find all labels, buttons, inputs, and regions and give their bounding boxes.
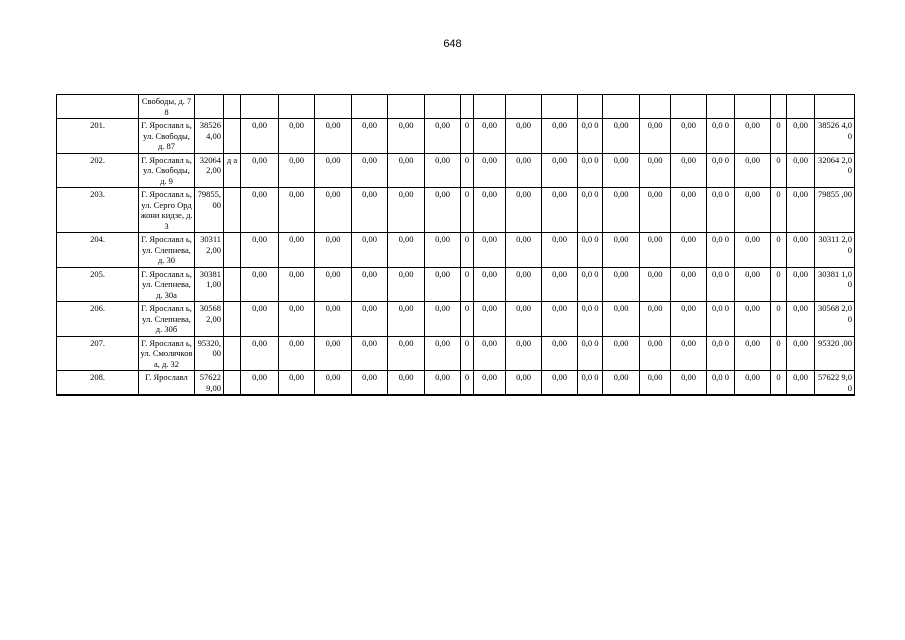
cell-num: 208.	[57, 371, 139, 396]
cell-value: 0	[461, 371, 474, 396]
cell-value: 0,0 0	[578, 371, 603, 396]
cell-value: 0,00	[542, 233, 578, 268]
cell-value: 0,00	[315, 302, 352, 337]
cell-value: 0,00	[640, 188, 671, 233]
cell-total: 30381 1,00	[195, 267, 224, 302]
cell-value: 0,00	[603, 336, 640, 371]
cell-address: Г. Ярославл ь, ул. Слепнева, д. 30	[139, 233, 195, 268]
cell-value: 0,00	[735, 188, 771, 233]
data-table	[56, 94, 855, 396]
cell-value: 0,00	[241, 371, 279, 396]
cell-address: Г. Ярославл ь, ул. Смолячков а, д. 32	[139, 336, 195, 371]
cell-value: 0	[461, 153, 474, 188]
cell-value: 0,00	[506, 153, 542, 188]
cell-value: 0,00	[671, 371, 707, 396]
cell-value: 0,00	[388, 336, 425, 371]
cell-total: 79855, 00	[195, 188, 224, 233]
cell-value: 0,00	[352, 188, 388, 233]
cell-value: 0,00	[279, 267, 315, 302]
cell-value: 0,00	[279, 233, 315, 268]
table-row-continuation	[57, 95, 855, 119]
cell-value: 0,00	[388, 302, 425, 337]
cell-value: 0,00	[352, 267, 388, 302]
table-row	[57, 267, 855, 302]
cell-total: 95320, 00	[195, 336, 224, 371]
table-row	[57, 119, 855, 154]
cell-value: 0,00	[542, 371, 578, 396]
cell-value: 0,00	[603, 119, 640, 154]
cell-value: 0,00	[388, 233, 425, 268]
cell-value: 0,00	[640, 153, 671, 188]
cell-flag	[224, 188, 241, 233]
cell-flag	[224, 302, 241, 337]
cell-value: 0,00	[474, 371, 506, 396]
cell-num: 206.	[57, 302, 139, 337]
cell-total: 32064 2,00	[195, 153, 224, 188]
cell-value: 0,00	[315, 188, 352, 233]
cell-end-total: 30381 1,00	[815, 267, 855, 302]
cell-value: 0,00	[506, 233, 542, 268]
cell-value: 0,00	[671, 233, 707, 268]
cell-value: 0,00	[425, 336, 461, 371]
cell-value: 0,00	[241, 302, 279, 337]
cell-value: 0,00	[279, 371, 315, 396]
cell-value: 0,00	[671, 336, 707, 371]
cell-value: 0,00	[241, 233, 279, 268]
cell-value: 0	[771, 188, 787, 233]
cell-num	[57, 95, 139, 119]
cell-value: 0,00	[388, 371, 425, 396]
cell-value: 0,00	[603, 371, 640, 396]
cell-value: 0,00	[352, 336, 388, 371]
cell-value: 0	[771, 267, 787, 302]
cell-value: 0,00	[474, 267, 506, 302]
cell-value: 0,00	[279, 119, 315, 154]
table-row	[57, 371, 855, 396]
cell-num: 205.	[57, 267, 139, 302]
cell-value: 0,0 0	[707, 188, 735, 233]
cell-value: 0,00	[474, 153, 506, 188]
cell-value: 0,0 0	[707, 371, 735, 396]
cell-total: 30568 2,00	[195, 302, 224, 337]
cell-value: 0,00	[425, 188, 461, 233]
cell-value: 0,00	[474, 188, 506, 233]
cell-value: 0,00	[671, 119, 707, 154]
cell-address: Г. Ярославл ь, ул. Свободы, д. 87	[139, 119, 195, 154]
cell-value: 0,00	[388, 188, 425, 233]
cell-address: Г. Ярославл	[139, 371, 195, 396]
cell-end-total: 30311 2,00	[815, 233, 855, 268]
cell-num: 204.	[57, 233, 139, 268]
cell-value: 0,0 0	[707, 336, 735, 371]
cell-value: 0,00	[474, 119, 506, 154]
cell-value: 0,0 0	[578, 153, 603, 188]
table-row	[57, 153, 855, 188]
cell-value: 0,0 0	[578, 188, 603, 233]
cell-value: 0,00	[506, 302, 542, 337]
cell-address: Г. Ярославл ь, ул. Слепнева, д. 30а	[139, 267, 195, 302]
table-row	[57, 336, 855, 371]
cell-flag	[224, 119, 241, 154]
cell-value: 0,00	[640, 233, 671, 268]
cell-value: 0,00	[603, 188, 640, 233]
cell-value: 0,00	[352, 119, 388, 154]
cell-value: 0,00	[787, 188, 815, 233]
cell-value: 0,00	[603, 233, 640, 268]
cell-value: 0,00	[315, 336, 352, 371]
cell-end-total: 32064 2,00	[815, 153, 855, 188]
cell-value: 0,00	[241, 336, 279, 371]
cell-value: 0,00	[388, 267, 425, 302]
cell-value: 0,00	[787, 336, 815, 371]
cell-value: 0,00	[425, 371, 461, 396]
cell-value: 0,00	[352, 302, 388, 337]
cell-address: Г. Ярославл ь, ул. Серго Орджони кидзе, д. 3	[140, 189, 193, 231]
cell-value: 0,0 0	[707, 233, 735, 268]
cell-num: 207.	[57, 336, 139, 371]
cell-value: 0	[771, 371, 787, 396]
cell-value: 0	[461, 233, 474, 268]
cell-value: 0,00	[542, 267, 578, 302]
cell-value: 0,00	[315, 267, 352, 302]
cell-total: 38526 4,00	[195, 119, 224, 154]
cell-value: 0,00	[425, 267, 461, 302]
cell-value: 0,0 0	[578, 267, 603, 302]
cell-value: 0,00	[640, 371, 671, 396]
cell-value: 0,00	[506, 371, 542, 396]
cell-address: Г. Ярославл ь, ул. Свободы, д. 9	[139, 153, 195, 188]
cell-value: 0,00	[735, 233, 771, 268]
cell-value: 0,00	[279, 153, 315, 188]
cell-address: Г. Ярославл ь, ул. Слепнева, д. 30б	[139, 302, 195, 337]
cell-value: 0,00	[352, 153, 388, 188]
cell-value: 0,00	[735, 336, 771, 371]
cell-value: 0,00	[787, 153, 815, 188]
cell-value: 0,00	[787, 371, 815, 396]
cell-value: 0	[771, 153, 787, 188]
cell-value: 0,00	[671, 188, 707, 233]
cell-value: 0,00	[640, 119, 671, 154]
cell-flag	[224, 371, 241, 396]
cell-value: 0,0 0	[707, 119, 735, 154]
cell-value: 0,00	[787, 119, 815, 154]
cell-value: 0,00	[640, 267, 671, 302]
cell-value: 0	[771, 233, 787, 268]
cell-flag	[224, 233, 241, 268]
cell-value: 0,0 0	[578, 119, 603, 154]
cell-value: 0,00	[735, 302, 771, 337]
cell-value: 0,00	[603, 267, 640, 302]
cell-end-total: 79855 ,00	[815, 188, 855, 233]
cell-value: 0,00	[315, 233, 352, 268]
cell-value: 0,0 0	[578, 233, 603, 268]
cell-value: 0,00	[388, 153, 425, 188]
cell-flag	[224, 267, 241, 302]
cell-value: 0,00	[474, 302, 506, 337]
cell-total: 30311 2,00	[195, 233, 224, 268]
cell-value: 0	[771, 302, 787, 337]
cell-value: 0	[461, 267, 474, 302]
cell-value: 0,00	[735, 119, 771, 154]
cell-value: 0,00	[506, 119, 542, 154]
cell-value: 0,00	[735, 153, 771, 188]
cell-end-total: 30568 2,00	[815, 302, 855, 337]
cell-value: 0,0 0	[707, 267, 735, 302]
cell-end-total: 57622 9,00	[815, 371, 855, 396]
cell-value: 0,00	[671, 302, 707, 337]
cell-num: 202.	[57, 153, 139, 188]
cell-value: 0,00	[640, 302, 671, 337]
cell-value: 0,00	[474, 233, 506, 268]
cell-value: 0	[461, 302, 474, 337]
cell-value: 0,00	[640, 336, 671, 371]
cell-value: 0,00	[279, 188, 315, 233]
cell-value: 0,00	[241, 153, 279, 188]
page-number: 648	[443, 38, 462, 50]
cell-value: 0,00	[506, 188, 542, 233]
cell-value: 0,00	[315, 371, 352, 396]
cell-value: 0,00	[542, 336, 578, 371]
cell-end-total: 38526 4,00	[815, 119, 855, 154]
cell-value: 0	[771, 119, 787, 154]
table-row	[57, 233, 855, 268]
cell-value: 0,00	[542, 302, 578, 337]
cell-value: 0,00	[506, 267, 542, 302]
cell-value: 0,00	[735, 267, 771, 302]
cell-value: 0,00	[787, 302, 815, 337]
cell-value: 0	[461, 119, 474, 154]
cell-value: 0,00	[787, 267, 815, 302]
cell-flag: д а	[224, 153, 241, 188]
cell-value: 0,00	[352, 233, 388, 268]
cell-value: 0,00	[603, 302, 640, 337]
cell-value: 0,00	[671, 153, 707, 188]
cell-value: 0,00	[241, 267, 279, 302]
cell-value: 0,00	[315, 119, 352, 154]
cell-value: 0	[461, 188, 474, 233]
cell-value: 0,00	[425, 233, 461, 268]
cell-address: Свободы, д. 78	[139, 95, 195, 119]
cell-value: 0,00	[425, 119, 461, 154]
cell-num: 203.	[57, 188, 139, 233]
cell-value: 0,00	[542, 153, 578, 188]
cell-value: 0,0 0	[707, 153, 735, 188]
cell-value: 0,00	[315, 153, 352, 188]
cell-value: 0,00	[241, 188, 279, 233]
cell-value: 0,00	[279, 336, 315, 371]
cell-value: 0,00	[542, 188, 578, 233]
table-row	[57, 188, 855, 233]
cell-total: 57622 9,00	[195, 371, 224, 396]
cell-value: 0,00	[279, 302, 315, 337]
cell-value: 0,00	[241, 119, 279, 154]
cell-value: 0,00	[425, 302, 461, 337]
cell-value: 0,00	[787, 233, 815, 268]
cell-value: 0,00	[352, 371, 388, 396]
cell-value: 0,00	[735, 371, 771, 396]
cell-value: 0	[771, 336, 787, 371]
cell-value: 0,0 0	[578, 336, 603, 371]
cell-value: 0,0 0	[578, 302, 603, 337]
cell-value: 0,00	[671, 267, 707, 302]
cell-end-total: 95320 ,00	[815, 336, 855, 371]
cell-value: 0,00	[506, 336, 542, 371]
cell-value: 0,00	[603, 153, 640, 188]
cell-value: 0,00	[425, 153, 461, 188]
table-row	[57, 302, 855, 337]
cell-value: 0,00	[388, 119, 425, 154]
cell-num: 201.	[57, 119, 139, 154]
cell-value: 0,0 0	[707, 302, 735, 337]
cell-value: 0	[461, 336, 474, 371]
cell-value: 0,00	[474, 336, 506, 371]
cell-flag	[224, 336, 241, 371]
cell-value: 0,00	[542, 119, 578, 154]
